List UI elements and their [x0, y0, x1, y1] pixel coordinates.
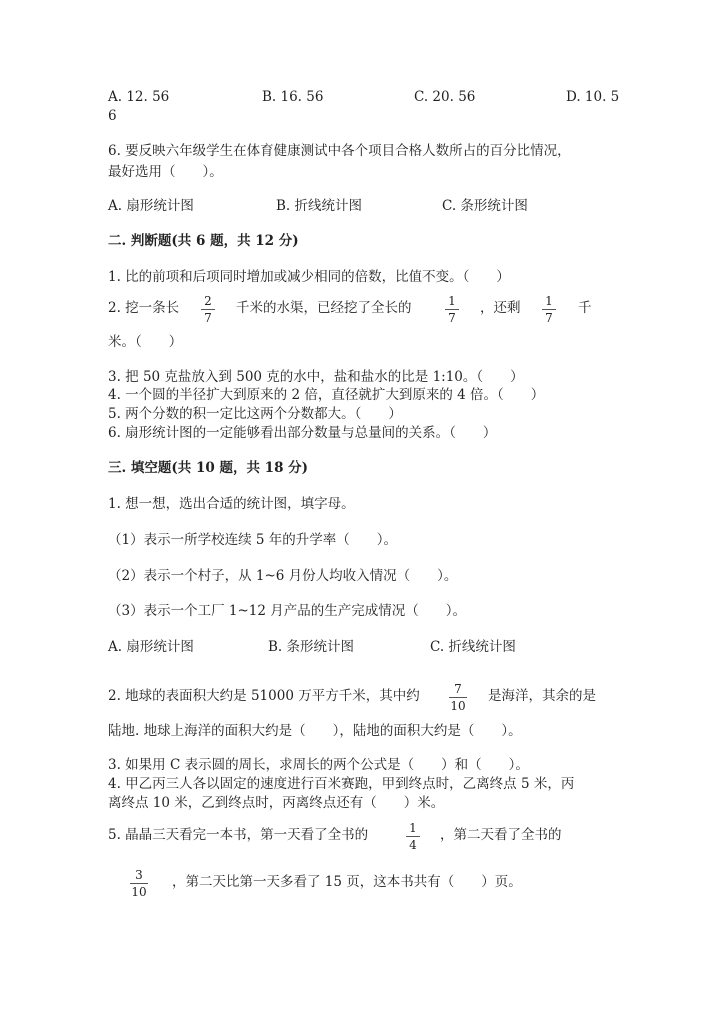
s3-q4-line1: 4. 甲乙丙三人各以固定的速度进行百米赛跑，甲到终点时，乙离终点 5 米，丙 [108, 776, 575, 792]
s2-q2-part2: 千米的水渠，已经挖了全长的 [236, 300, 412, 316]
option-d-wrap: 6 [108, 108, 117, 124]
s2-q2-part1: 2. 挖一条长 [108, 300, 180, 316]
option-c: C. 20. 56 [414, 89, 476, 105]
section3-heading: 三. 填空题(共 10 题，共 18 分) [108, 460, 309, 476]
s3-q2-line2: 陆地. 地球上海洋的面积大约是（ ），陆地的面积大约是（ ）。 [108, 723, 522, 739]
s3-q5-part1: 5. 晶晶三天看完一本书，第一天看了全书的 [108, 827, 369, 843]
s3-q1-option-a: A. 扇形统计图 [108, 639, 194, 655]
s3-q1-sub3: （3）表示一个工厂 1~12 月产品的生产完成情况（ ）。 [108, 603, 466, 619]
s3-q1-sub2: （2）表示一个村子，从 1~6 月份人均收入情况（ ）。 [108, 568, 458, 584]
s3-q1-sub1: （1）表示一所学校连续 5 年的升学率（ ）。 [108, 532, 398, 548]
s2-q1: 1. 比的前项和后项同时增加或减少相同的倍数，比值不变。（ ） [108, 269, 510, 285]
q6-option-c: C. 条形统计图 [442, 198, 528, 214]
s3-q5-fraction-2: 3 10 [131, 868, 147, 899]
s3-q5-part2: ，第二天看了全书的 [440, 827, 562, 843]
s2-q2-line2: 米。（ ） [108, 334, 183, 350]
s2-q2-fraction-3: 1 7 [542, 295, 556, 324]
s3-q5-part3: ，第二天比第一天多看了 15 页，这本书共有（ ）页。 [172, 874, 522, 890]
s2-q5: 5. 两个分数的积一定比这两个分数都大。（ ） [108, 406, 402, 422]
s3-q1-option-b: B. 条形统计图 [268, 639, 355, 655]
s2-q2-part3: ，还剩 [480, 300, 521, 316]
option-b: B. 16. 56 [262, 89, 324, 105]
s3-q5-fraction-1: 1 4 [406, 822, 420, 851]
s3-q3: 3. 如果用 C 表示圆的周长，求周长的两个公式是（ ）和（ ）。 [108, 757, 529, 773]
s2-q2-fraction-2: 1 7 [445, 295, 459, 324]
s2-q6: 6. 扇形统计图的一定能够看出部分数量与总量间的关系。（ ） [108, 425, 497, 441]
q6-line1: 6. 要反映六年级学生在体育健康测试中各个项目合格人数所占的百分比情况， [108, 143, 571, 159]
s3-q1-stem: 1. 想一想，选出合适的统计图，填字母。 [108, 496, 355, 512]
s3-q1-option-c: C. 折线统计图 [430, 639, 516, 655]
s3-q2-part2: 是海洋，其余的是 [488, 688, 596, 704]
section2-heading: 二. 判断题(共 6 题，共 12 分) [108, 233, 299, 249]
option-d: D. 10. 5 [566, 89, 620, 105]
s3-q2-fraction: 7 10 [450, 682, 466, 713]
s2-q2-part4: 千 [578, 300, 592, 316]
s2-q3: 3. 把 50 克盐放入到 500 克的水中，盐和盐水的比是 1:10。（ ） [108, 369, 524, 385]
q6-option-b: B. 折线统计图 [276, 198, 363, 214]
q6-line2: 最好选用（ ）。 [108, 164, 223, 180]
s3-q4-line2: 离终点 10 米，乙到终点时，丙离终点还有（ ）米。 [108, 795, 445, 811]
q6-option-a: A. 扇形统计图 [108, 198, 194, 214]
s2-q4: 4. 一个圆的半径扩大到原来的 2 倍，直径就扩大到原来的 4 倍。（ ） [108, 387, 545, 403]
s3-q2-part1: 2. 地球的表面积大约是 51000 万平方千米，其中约 [108, 688, 420, 704]
option-a: A. 12. 56 [108, 89, 170, 105]
s2-q2-fraction-1: 2 7 [201, 295, 215, 324]
